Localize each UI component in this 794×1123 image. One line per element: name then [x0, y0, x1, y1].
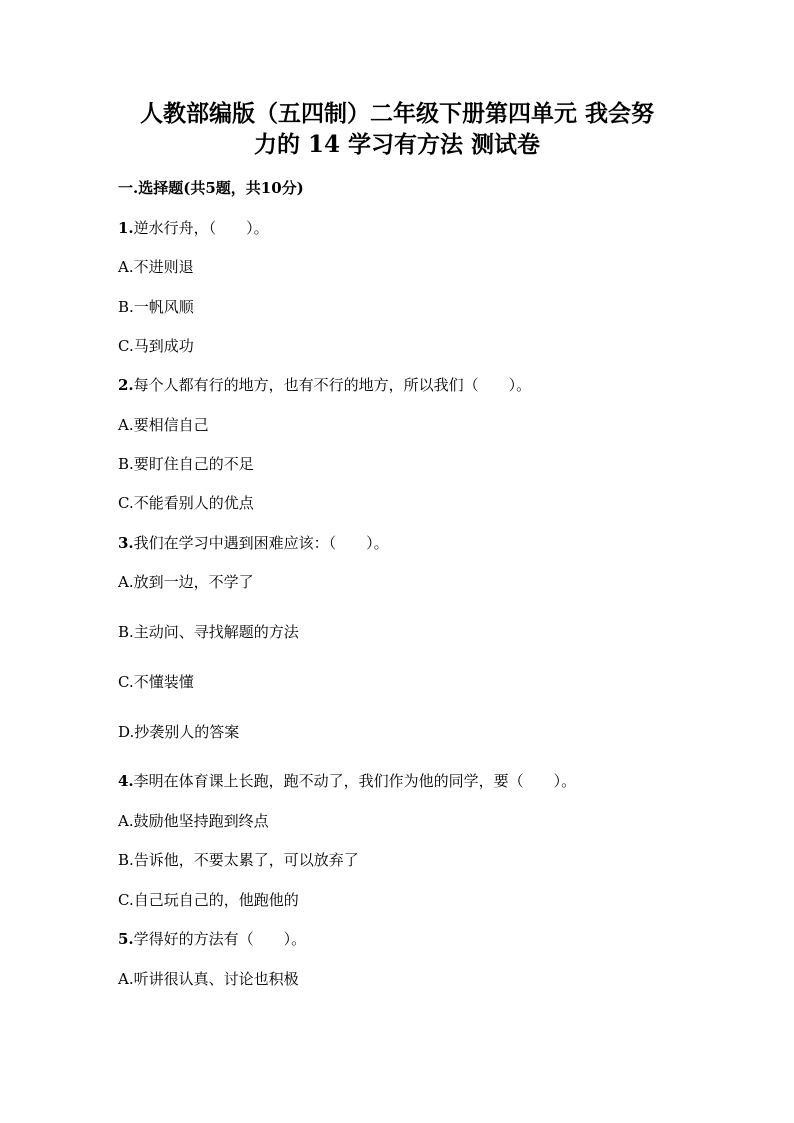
section-heading: 一.选择题(共5题，共10分) — [118, 179, 304, 197]
question-stem: 学得好的方法有（ ）。 — [133, 930, 307, 948]
option-4c: C.自己玩自己的，他跑他的 — [118, 891, 299, 909]
document-title-line-1: 人教部编版（五四制）二年级下册第四单元 我会努 — [139, 100, 654, 127]
option-4b: B.告诉他，不要太累了，可以放弃了 — [118, 851, 359, 869]
option-4a: A.鼓励他坚持跑到终点 — [118, 812, 269, 830]
question-stem: 逆水行舟，（ ）。 — [133, 219, 269, 237]
option-1c: C.马到成功 — [118, 337, 194, 355]
option-5a: A.听讲很认真、讨论也积极 — [118, 970, 299, 988]
question-stem: 我们在学习中遇到困难应该：（ ）。 — [133, 534, 389, 552]
document-title-line-2: 力的 14 学习有方法 测试卷 — [253, 131, 541, 158]
question-2 — [118, 375, 531, 395]
option-3c: C.不懂装懂 — [118, 673, 194, 691]
option-3a: A.放到一边，不学了 — [118, 573, 254, 591]
question-number: 3. — [118, 534, 134, 552]
question-number: 2. — [118, 376, 134, 394]
option-3d: D.抄袭别人的答案 — [118, 723, 240, 741]
question-4 — [118, 771, 576, 791]
option-2a: A.要相信自己 — [118, 416, 209, 434]
question-number: 5. — [118, 930, 134, 948]
option-1a: A.不进则退 — [118, 258, 194, 276]
option-2b: B.要盯住自己的不足 — [118, 455, 254, 473]
question-number: 4. — [118, 772, 134, 790]
question-3 — [118, 533, 389, 553]
option-3b: B.主动问、寻找解题的方法 — [118, 623, 299, 641]
option-2c: C.不能看别人的优点 — [118, 494, 254, 512]
question-1 — [118, 218, 269, 238]
question-stem: 每个人都有行的地方，也有不行的地方，所以我们（ ）。 — [133, 376, 532, 394]
question-5 — [118, 929, 306, 949]
option-1b: B.一帆风顺 — [118, 298, 194, 316]
question-number: 1. — [118, 219, 134, 237]
question-stem: 李明在体育课上长跑，跑不动了，我们作为他的同学，要（ ）。 — [133, 772, 577, 790]
